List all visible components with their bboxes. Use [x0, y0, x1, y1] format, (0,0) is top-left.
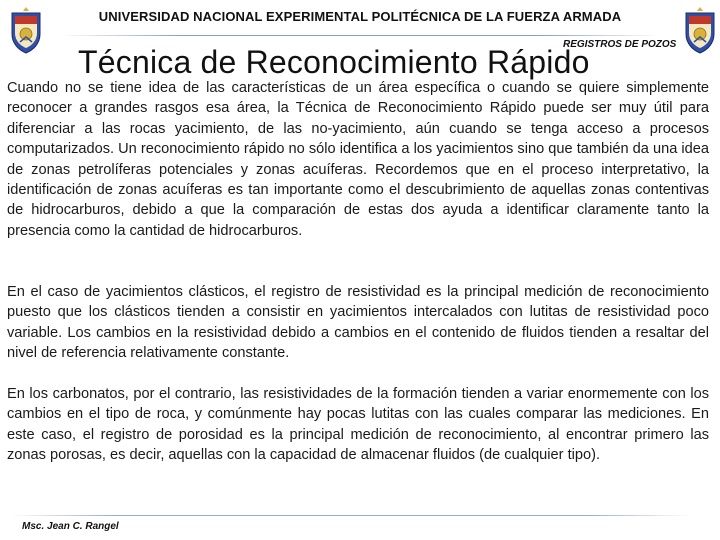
author-credit: Msc. Jean C. Rangel: [22, 521, 119, 532]
header-divider: [60, 35, 660, 36]
footer-divider: [10, 515, 690, 516]
paragraph-carbonates: En los carbonatos, por el contrario, las resistividades de la formación tienden a variar enormemente con los cambios en el tipo de roca, y comúnmente hay pocas lutitas con las cuales comparar las mediciones. En este caso, el registro de porosidad es la principal medición de reconocimiento, al encontrar primero las zonas porosas, es decir, aquellas con la capacidad de almacenar fluidos (de cualquier tipo).: [7, 386, 709, 464]
slide-title: Técnica de Reconocimiento Rápido: [78, 44, 590, 80]
course-label: REGISTROS DE POZOS: [563, 39, 677, 50]
institution-header: UNIVERSIDAD NACIONAL EXPERIMENTAL POLITÉCNICA DE LA FUERZA ARMADA: [98, 9, 622, 24]
paragraph-intro: Cuando no se tiene idea de las características de un área específica o cuando se quiere simplemente reconocer a grandes rasgos esa área, la Técnica de Reconocimiento Rápido puede ser muy útil para diferenciar a las rocas yacimiento, de las no-yacimiento, aún cuando se tenga acceso a procesos computarizados. Un reconocimiento rápido no sólo identifica a los yacimientos sino que también da una idea de zonas petrolíferas potenciales y zonas acuíferas. Recordemos que en el proceso interpretativo, la identificación de zonas acuíferas es tan importante como el descubrimiento de aquellas zonas contentivas de hidrocarburos, debido a que la comparación de estas dos ayuda a identificar claramente tanto la presencia como la cantidad de hidrocarburos.: [7, 80, 709, 239]
paragraph-clastics: En el caso de yacimientos clásticos, el registro de resistividad es la principal medición de reconocimiento puesto que los clásticos tienden a consistir en yacimientos intercalados con lutitas de resistividad poco variable. Los cambios en la resistividad debido a cambios en el contenido de fluidos tienden a resaltar del nivel de referencia relativamente constante.: [7, 284, 709, 362]
